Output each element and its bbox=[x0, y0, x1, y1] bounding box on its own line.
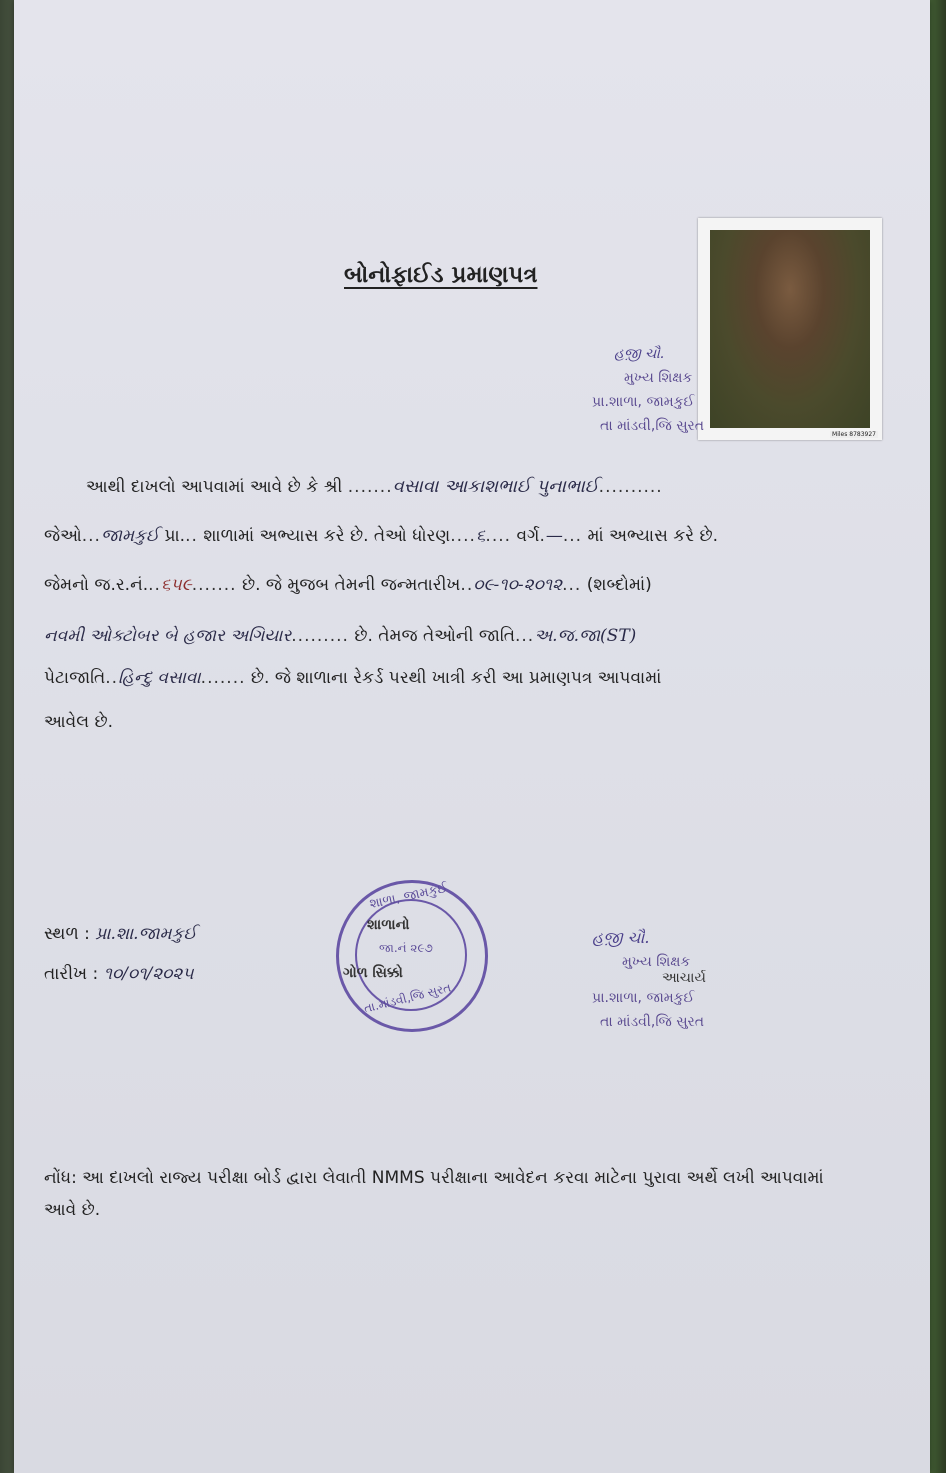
line3-mid: છે. જે મુજબ તેમની જન્મતારીખ bbox=[241, 575, 461, 595]
school-name: જામકુઈ bbox=[100, 526, 160, 546]
body-line-4 bbox=[44, 626, 636, 646]
line2-prefix: જેઓ bbox=[44, 526, 82, 546]
dots: .. bbox=[185, 526, 198, 546]
body-line-6 bbox=[44, 712, 113, 732]
student-name: વસાવા આકાશભાઈ પુનાભાઈ bbox=[392, 476, 599, 497]
dots: .. bbox=[460, 575, 474, 595]
top-stamp-line3: તા માંડવી,જિ સુરત bbox=[600, 418, 705, 434]
dots: ... bbox=[562, 526, 583, 546]
line6: આવેલ છે. bbox=[44, 712, 114, 732]
line2-mid1: પ્રા. bbox=[164, 526, 186, 546]
birth-date: ૦૯-૧૦-૨૦૧૨ bbox=[473, 575, 563, 595]
line5-prefix: પેટાજાતિ bbox=[44, 668, 106, 688]
top-stamp-signature: હજ઼ી ચૌ. bbox=[614, 346, 665, 362]
top-stamp-line2: પ્રા.શાળા, જામકુઈ bbox=[592, 394, 695, 410]
place-value: પ્રા.શા.જામકુઈ bbox=[95, 924, 197, 944]
dots: ... bbox=[81, 526, 101, 546]
class-value: — bbox=[545, 526, 563, 546]
dots: ....... bbox=[200, 668, 246, 688]
body-line-1 bbox=[86, 476, 663, 497]
seal-line1: શાળાનો bbox=[367, 917, 410, 933]
line3-prefix: જેમનો જ.ર.નં. bbox=[44, 575, 149, 595]
bottom-principal-stamp bbox=[592, 926, 706, 1034]
date-row bbox=[44, 964, 194, 984]
date-label: તારીખ : bbox=[44, 964, 99, 984]
line2-mid3: વર્ગ bbox=[516, 526, 540, 546]
certificate-title: બોનોફાઈડ પ્રમાણપત્ર bbox=[344, 262, 538, 288]
subcaste-value: હિન્દુ વસાવા bbox=[118, 668, 201, 688]
line2-suffix: માં અભ્યાસ કરે છે. bbox=[587, 526, 718, 546]
seal-line2: જા.નં ૨૯૭ bbox=[379, 941, 433, 955]
line1-prefix: આથી દાખલો આપવામાં આવે છે કે શ્રી bbox=[86, 477, 343, 497]
dots: .......... bbox=[598, 477, 663, 497]
certificate-page bbox=[14, 0, 930, 1473]
bottom-stamp-line1b: આચાર્ય bbox=[662, 970, 706, 986]
dots: . bbox=[539, 526, 546, 546]
body-line-2 bbox=[44, 526, 718, 546]
line4-mid: છે. તેમજ તેઓની જાતિ bbox=[354, 626, 515, 646]
dots: .... bbox=[485, 526, 512, 546]
footnote: નોંધ: આ દાખલો રાજ્ય પરીક્ષા બોર્ડ દ્વારા લેવાતી NMMS પરીક્ષાના આવેદન કરવા માટેના પુરાવા અર્થે લખી આપવામાં આવે છે. bbox=[44, 1168, 824, 1220]
line3-suffix: (શબ્દોમાં) bbox=[586, 575, 652, 595]
birth-date-words: નવમી ઓક્ટોબર બે હજાર અગિયાર bbox=[44, 626, 292, 646]
dots: ... bbox=[514, 626, 535, 646]
standard-value: ૬ bbox=[475, 526, 486, 546]
dots: .. bbox=[105, 668, 119, 688]
photo-label: Miles 8783927 bbox=[832, 431, 876, 438]
dots: ....... bbox=[191, 575, 237, 595]
bottom-stamp-line1-text: મુખ્ય શિક્ષક bbox=[622, 954, 691, 970]
photo-image bbox=[710, 230, 870, 428]
register-number: ૬૫૯ bbox=[160, 575, 192, 595]
bottom-stamp-line2: પ્રા.શાળા, જામકુઈ bbox=[592, 990, 695, 1006]
student-photo bbox=[698, 218, 882, 440]
dots: ......... bbox=[291, 626, 349, 646]
seal-bottom-text: તા.માંડવી,જિ સુરત bbox=[362, 980, 453, 1016]
dots: .. bbox=[148, 575, 161, 595]
place-label: સ્થળ : bbox=[44, 924, 90, 944]
dots: ... bbox=[562, 575, 582, 595]
caste-value: અ.જ.જા(ST) bbox=[534, 626, 637, 646]
line2-mid2: શાળામાં અભ્યાસ કરે છે. તેઓ ધોરણ bbox=[203, 526, 451, 546]
dots: .... bbox=[450, 526, 476, 546]
seal-top-text: શાળા, જામકુઈ bbox=[368, 880, 449, 913]
bottom-stamp-line3: તા માંડવી,જિ સુરત bbox=[600, 1014, 705, 1030]
place-row bbox=[44, 924, 197, 944]
dots: ....... bbox=[347, 477, 393, 497]
school-round-seal bbox=[336, 880, 488, 1032]
top-principal-stamp bbox=[592, 342, 705, 438]
seal-line3: ગોળ સિક્કો bbox=[343, 965, 403, 981]
body-line-5 bbox=[44, 668, 661, 688]
top-stamp-line1: મુખ્ય શિક્ષક bbox=[624, 370, 693, 386]
body-line-3 bbox=[44, 575, 652, 595]
line5-suffix: છે. જે શાળાના રેકર્ડ પરથી ખાત્રી કરી આ પ્રમાણપત્ર આપવામાં bbox=[250, 668, 662, 688]
date-value: ૧૦/૦૧/૨૦૨૫ bbox=[103, 964, 194, 984]
bottom-stamp-signature: હજ઼ી ચૌ. bbox=[592, 928, 650, 947]
